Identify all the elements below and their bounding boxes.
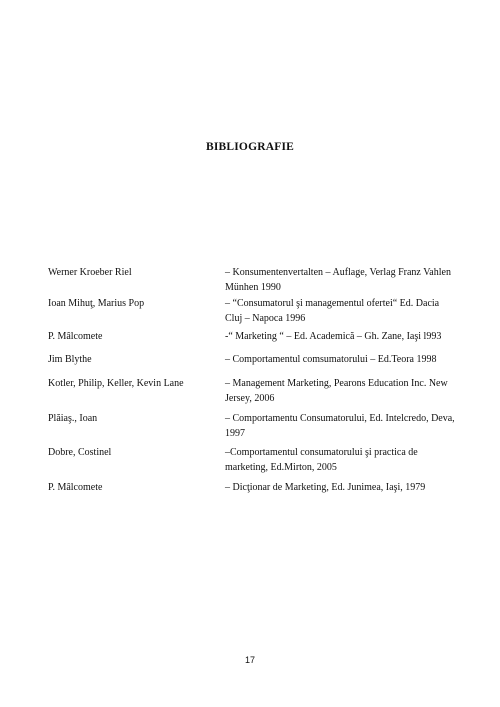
entry-work: – Management Marketing, Pearons Education Inc. New Jersey, 2006 [225,378,448,404]
entry-author: P. Mâlcomete [48,482,103,493]
entry-work: – Dicţionar de Marketing, Ed. Junimea, Iaşi, 1979 [225,482,426,493]
entry-author: Werner Kroeber Riel [48,267,132,278]
entry-author: Plăiaş., Ioan [48,413,98,424]
entry-author: P. Mâlcomete [48,331,103,342]
page-number: 17 [244,655,255,665]
entry-work: – “Consumatorul şi managementul ofertei“ Ed. Dacia Cluj – Napoca 1996 [225,298,440,324]
entry-author: Dobre, Costinel [48,447,112,458]
entry-author: Ioan Mihuţ, Marius Pop [48,298,145,309]
entry-author: Jim Blythe [48,354,92,365]
entry-work: -“ Marketing “ – Ed. Academică – Gh. Zane, Iaşi l993 [225,331,442,342]
entry-work: –Comportamentul consumatorului şi practica de marketing, Ed.Mirton, 2005 [225,447,418,473]
entry-work: – Comportamentu Consumatorului, Ed. Intelcredo, Deva, 1997 [225,413,455,439]
entry-work: – Comportamentul comsumatorului – Ed.Teora 1998 [225,354,437,365]
page-title: BIBLIOGRAFIE [205,141,295,153]
entry-work: – Konsumentenvertalten – Auflage, Verlag Franz Vahlen Münhen 1990 [225,267,451,293]
entry-author: Kotler, Philip, Keller, Kevin Lane [48,378,184,389]
